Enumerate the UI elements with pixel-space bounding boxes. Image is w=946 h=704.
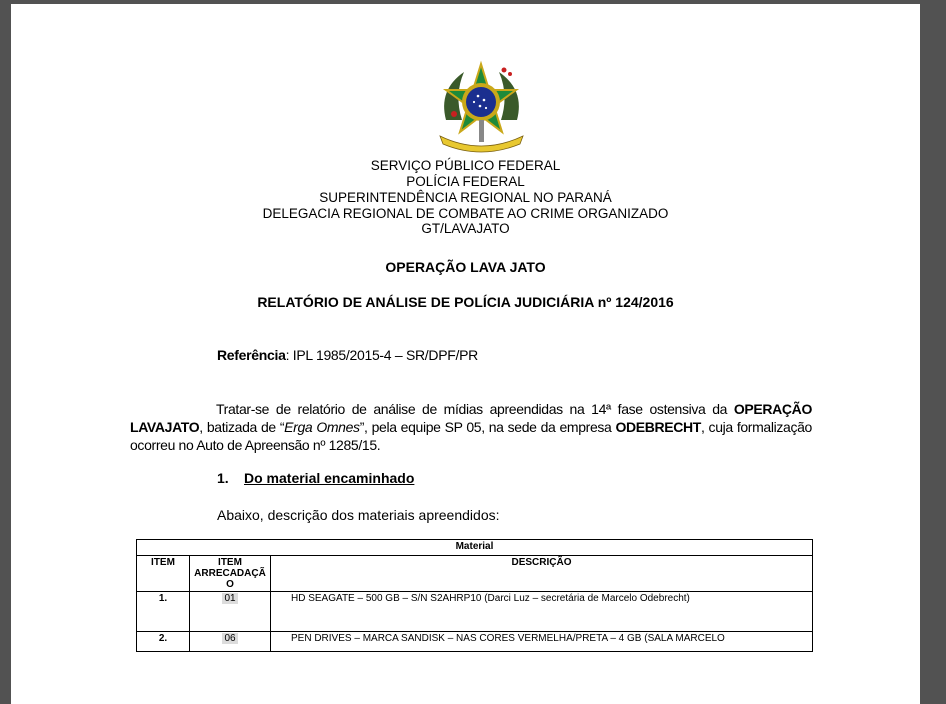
- materials-table: [136, 539, 813, 652]
- cell-arrecadacao: [190, 632, 271, 652]
- header-line: SERVIÇO PÚBLICO FEDERAL: [370, 158, 561, 173]
- brazil-coat-of-arms-icon: [434, 60, 529, 158]
- cell-descricao: HD SEAGATE – 500 GB – S/N S2AHRP10 (Darci Luz – secretária de Marcelo Odebrecht): [271, 592, 813, 632]
- column-header-arrecadacao: ITEM ARRECADAÇÃ O: [190, 556, 271, 592]
- table-row: [137, 632, 813, 652]
- column-header-descricao: DESCRIÇÃO: [271, 556, 813, 592]
- operation-name: OPERAÇÃO LAVAJATO: [130, 401, 812, 435]
- report-title: RELATÓRIO DE ANÁLISE DE POLÍCIA JUDICIÁRIA nº 124/2016: [257, 294, 674, 310]
- operation-title: OPERAÇÃO LAVA JATO: [385, 259, 546, 275]
- section-title: Do material encaminhado: [244, 470, 415, 486]
- header-line: POLÍCIA FEDERAL: [406, 174, 525, 189]
- cell-item: 2.: [137, 632, 190, 652]
- cell-item: 1.: [137, 592, 190, 632]
- section-number: 1.: [217, 470, 229, 486]
- paragraph-text: Tratar-se de relatório de análise de mídias apreendidas na 14ª fase ostensiva da: [216, 401, 734, 417]
- section-heading: [217, 470, 414, 486]
- header-line: SUPERINTENDÊNCIA REGIONAL NO PARANÁ: [319, 190, 612, 205]
- reference: [217, 347, 478, 363]
- table-row: [137, 592, 813, 632]
- reference-value: : IPL 1985/2015-4 – SR/DPF/PR: [285, 347, 478, 363]
- column-header-item: ITEM: [137, 556, 190, 592]
- arrecadacao-value: 01: [224, 593, 236, 604]
- header-line: DELEGACIA REGIONAL DE COMBATE AO CRIME ORGANIZADO: [262, 206, 669, 221]
- phase-name: Erga Omnes: [284, 419, 360, 435]
- materials-intro: Abaixo, descrição dos materiais apreendidos:: [217, 507, 500, 523]
- paragraph-text: , batizada de “: [199, 419, 285, 435]
- cell-arrecadacao: [190, 592, 271, 632]
- paragraph-text: , cuja formalização ocorreu no Auto de Apreensão nº 1285/15.: [130, 419, 812, 453]
- document-page: [11, 4, 920, 704]
- company-name: ODEBRECHT: [615, 419, 701, 435]
- arrecadacao-value: 06: [224, 633, 236, 644]
- paragraph-text: ”, pela equipe SP 05, na sede da empresa: [359, 419, 616, 435]
- table-caption: Material: [137, 540, 813, 556]
- intro-paragraph: [130, 400, 812, 454]
- header-line: GT/LAVAJATO: [421, 221, 510, 236]
- reference-label: Referência: [217, 347, 286, 363]
- cell-descricao: PEN DRIVES – MARCA SANDISK – NAS CORES VERMELHA/PRETA – 4 GB (SALA MARCELO: [271, 632, 813, 652]
